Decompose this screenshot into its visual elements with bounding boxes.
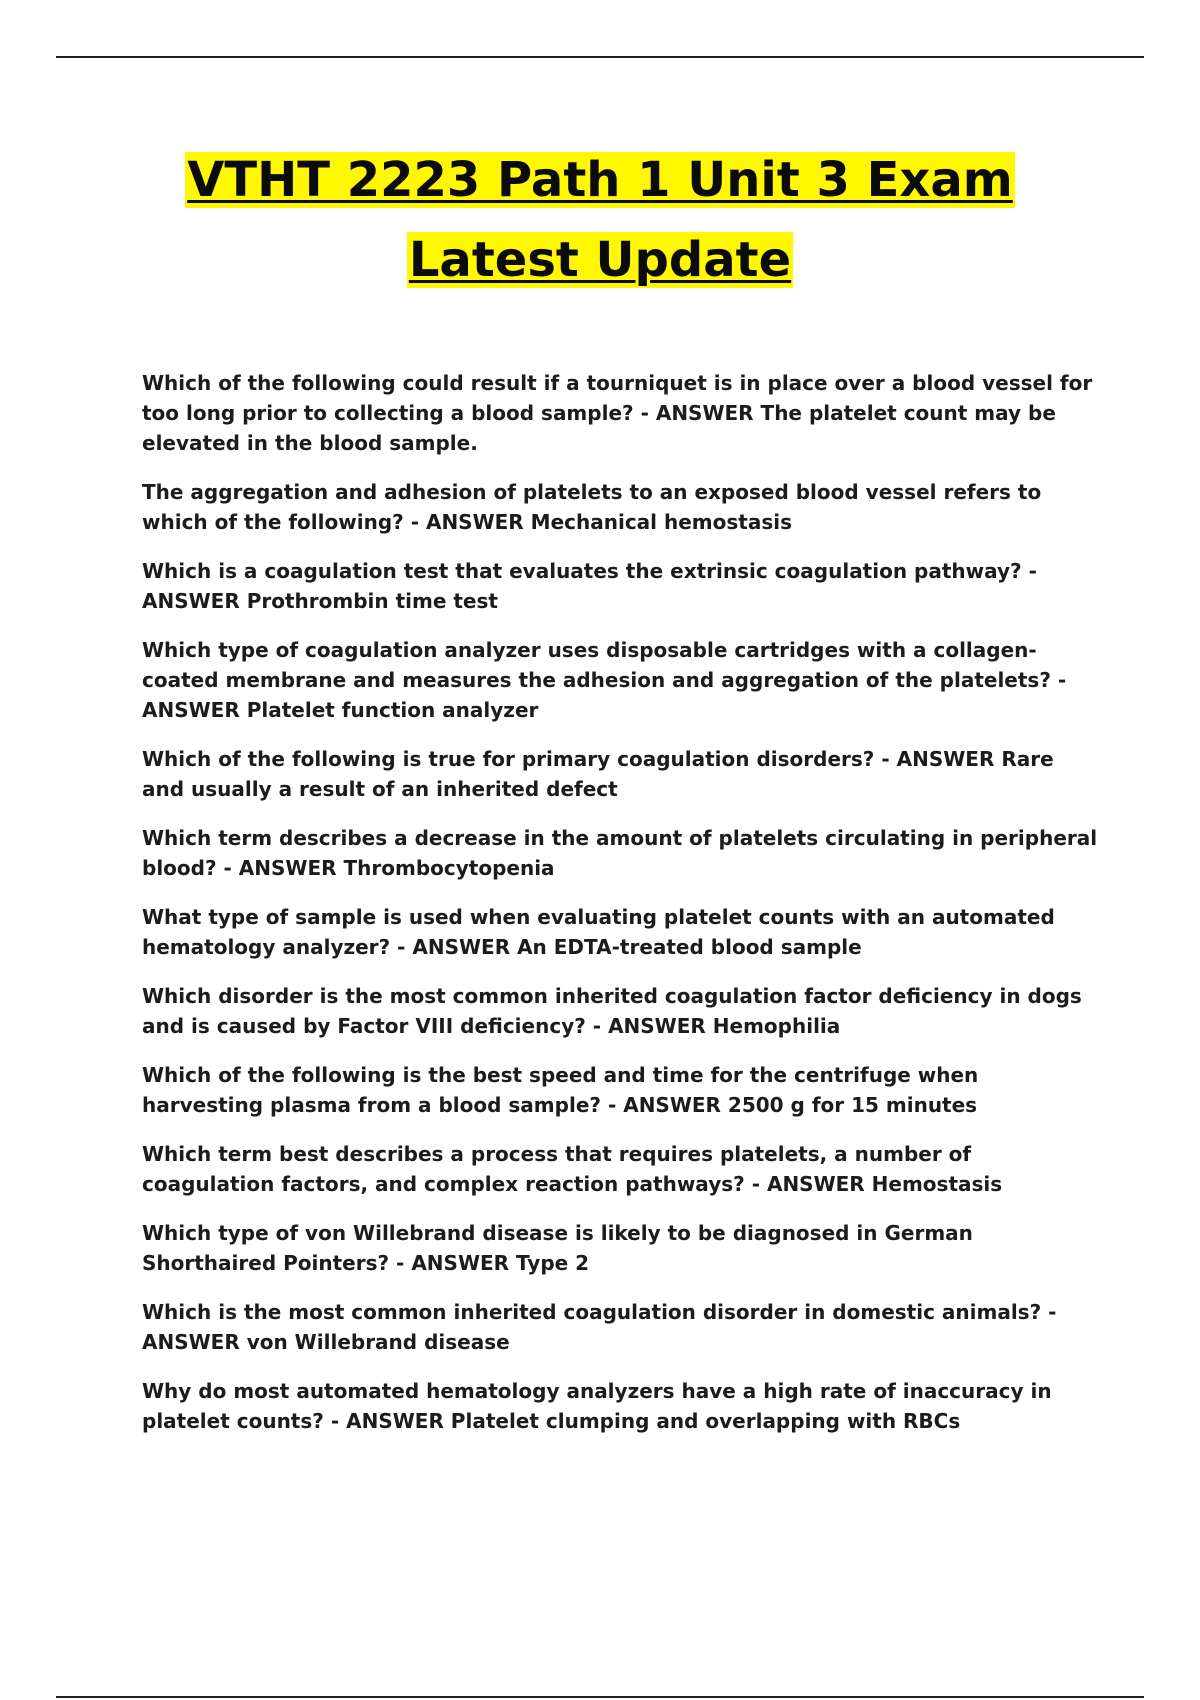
- qa-item: Why do most automated hematology analyzers have a high rate of inaccuracy in platelet counts? - ANSWER Platelet clumping and overlapping with RBCs: [142, 1379, 1052, 1433]
- bottom-rule: [56, 1696, 1144, 1698]
- qa-item: What type of sample is used when evaluating platelet counts with an automated hematology analyzer? - ANSWER An EDTA-treated blood sample: [142, 905, 1055, 959]
- document-title: [0, 140, 1200, 300]
- qa-item: Which term best describes a process that requires platelets, a number of coagulation factors, and complex reaction pathways? - ANSWER Hemostasis: [142, 1142, 1003, 1196]
- qa-item: Which is a coagulation test that evaluates the extrinsic coagulation pathway? - ANSWER Prothrombin time test: [142, 559, 1037, 613]
- title-line-1: [0, 140, 1200, 220]
- qa-item: Which is the most common inherited coagulation disorder in domestic animals? - ANSWER von Willebrand disease: [142, 1300, 1057, 1354]
- title-text-1: VTHT 2223 Path 1 Unit 3 Exam: [187, 152, 1013, 208]
- title-line-2: [0, 220, 1200, 300]
- qa-item: The aggregation and adhesion of platelets to an exposed blood vessel refers to which of the following? - ANSWER Mechanical hemostasis: [142, 480, 1042, 534]
- qa-item: Which of the following is the best speed and time for the centrifuge when harvesting plasma from a blood sample? - ANSWER 2500 g for 15 minutes: [142, 1063, 979, 1117]
- qa-item: Which of the following could result if a tourniquet is in place over a blood vessel for too long prior to collecting a blood sample? - ANSWER The platelet count may be elevated in the blood sample.: [142, 371, 1093, 455]
- qa-item: Which of the following is true for primary coagulation disorders? - ANSWER Rare and usually a result of an inherited defect: [142, 747, 1054, 801]
- question-answer-list: [142, 368, 1102, 1455]
- qa-item: Which disorder is the most common inherited coagulation factor deficiency in dogs and is caused by Factor VIII deficiency? - ANSWER Hemophilia: [142, 984, 1082, 1038]
- top-rule: [56, 56, 1144, 58]
- qa-item: Which term describes a decrease in the amount of platelets circulating in peripheral blood? - ANSWER Thrombocytopenia: [142, 826, 1098, 880]
- title-text-2: Latest Update: [408, 232, 792, 288]
- qa-item: Which type of coagulation analyzer uses disposable cartridges with a collagen-coated membrane and measures the adhesion and aggregation of the platelets? - ANSWER Platelet function analyzer: [142, 638, 1067, 722]
- qa-item: Which type of von Willebrand disease is likely to be diagnosed in German Shorthaired Pointers? - ANSWER Type 2: [142, 1221, 973, 1275]
